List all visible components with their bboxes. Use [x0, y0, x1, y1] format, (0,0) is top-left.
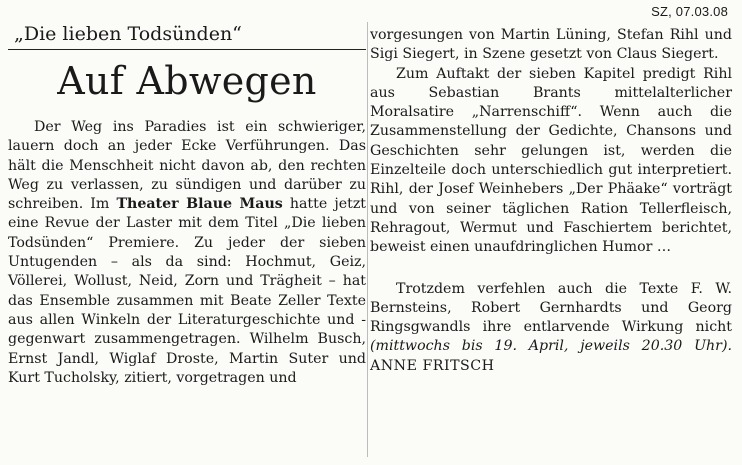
show-dates: (mittwochs bis 19. April, jeweils 20.30 Uhr). — [370, 338, 732, 355]
kicker-rule — [8, 49, 366, 50]
kicker-title: „Die lieben Todsünden“ — [14, 23, 242, 45]
intro-text-b: hatte jetzt eine Revue der Laster mit dem Titel „Die lieben Todsünden“ Premiere. Zu jeder der sieben Untugenden – als da sind: Hochmut, Geiz, Völlerei, Wollust, Neid, Zorn und Trägheit – hat das Ensemble zusammen mit Beate Zeller Texte aus allen Winkeln der Literaturgeschichte und -gegenwart zusammengetragen. Wilhelm Busch, Ernst Jandl, Wiglaf Droste, Martin Suter und Kurt Tucholsky, zitiert, vorgetragen und — [8, 196, 366, 386]
article-body-left — [8, 118, 366, 388]
column-divider — [367, 22, 368, 457]
conclusion-text: Trotzdem verfehlen auch die Texte F. W. Bernsteins, Robert Gernhardts und Georg Ringsgwandls ihre entlarvende Wirkung nicht — [370, 280, 732, 336]
paragraph-review: Zum Auftakt der sieben Kapitel predigt Rihl aus Sebastian Brants mittelalterlicher Moralsatire „Narrenschiff“. Wenn auch die Zusammenstellung der Gedichte, Chansons und Geschichten sehr gelungen ist, werden die Einzelteile doch unterschiedlich gut interpretiert. Rihl, der Josef Weinhebers „Der Phäake“ vorträgt und von seiner täglichen Ration Tellerfleisch, Rehragout, Wermut und Faschiertem berichtet, beweist einen unaufdringlichen Humor … — [370, 65, 732, 256]
left-column — [8, 22, 366, 388]
paragraph-gap — [370, 258, 732, 280]
venue-name: Theater Blaue Maus — [116, 196, 283, 213]
intro-text-a: Der Weg ins Paradies ist ein schwieriger, lauern doch an jeder Ecke Verführungen. Das hält die Menschheit nicht davon ab, den rechten Weg zu verlassen, zu sündigen und darüber zu schreiben. Im — [8, 119, 366, 213]
paragraph-continuation: vorgesungen von Martin Lüning, Stefan Rihl und Sigi Siegert, in Szene gesetzt von Claus Siegert. — [370, 27, 732, 63]
paragraph-conclusion — [370, 280, 732, 376]
headline: Auf Abwegen — [57, 59, 317, 103]
right-column — [370, 26, 732, 376]
article-body-right — [370, 26, 732, 376]
paragraph-intro — [8, 118, 366, 388]
source-date-line: SZ, 07.03.08 — [651, 4, 728, 19]
author-byline: ANNE FRITSCH — [370, 357, 495, 374]
